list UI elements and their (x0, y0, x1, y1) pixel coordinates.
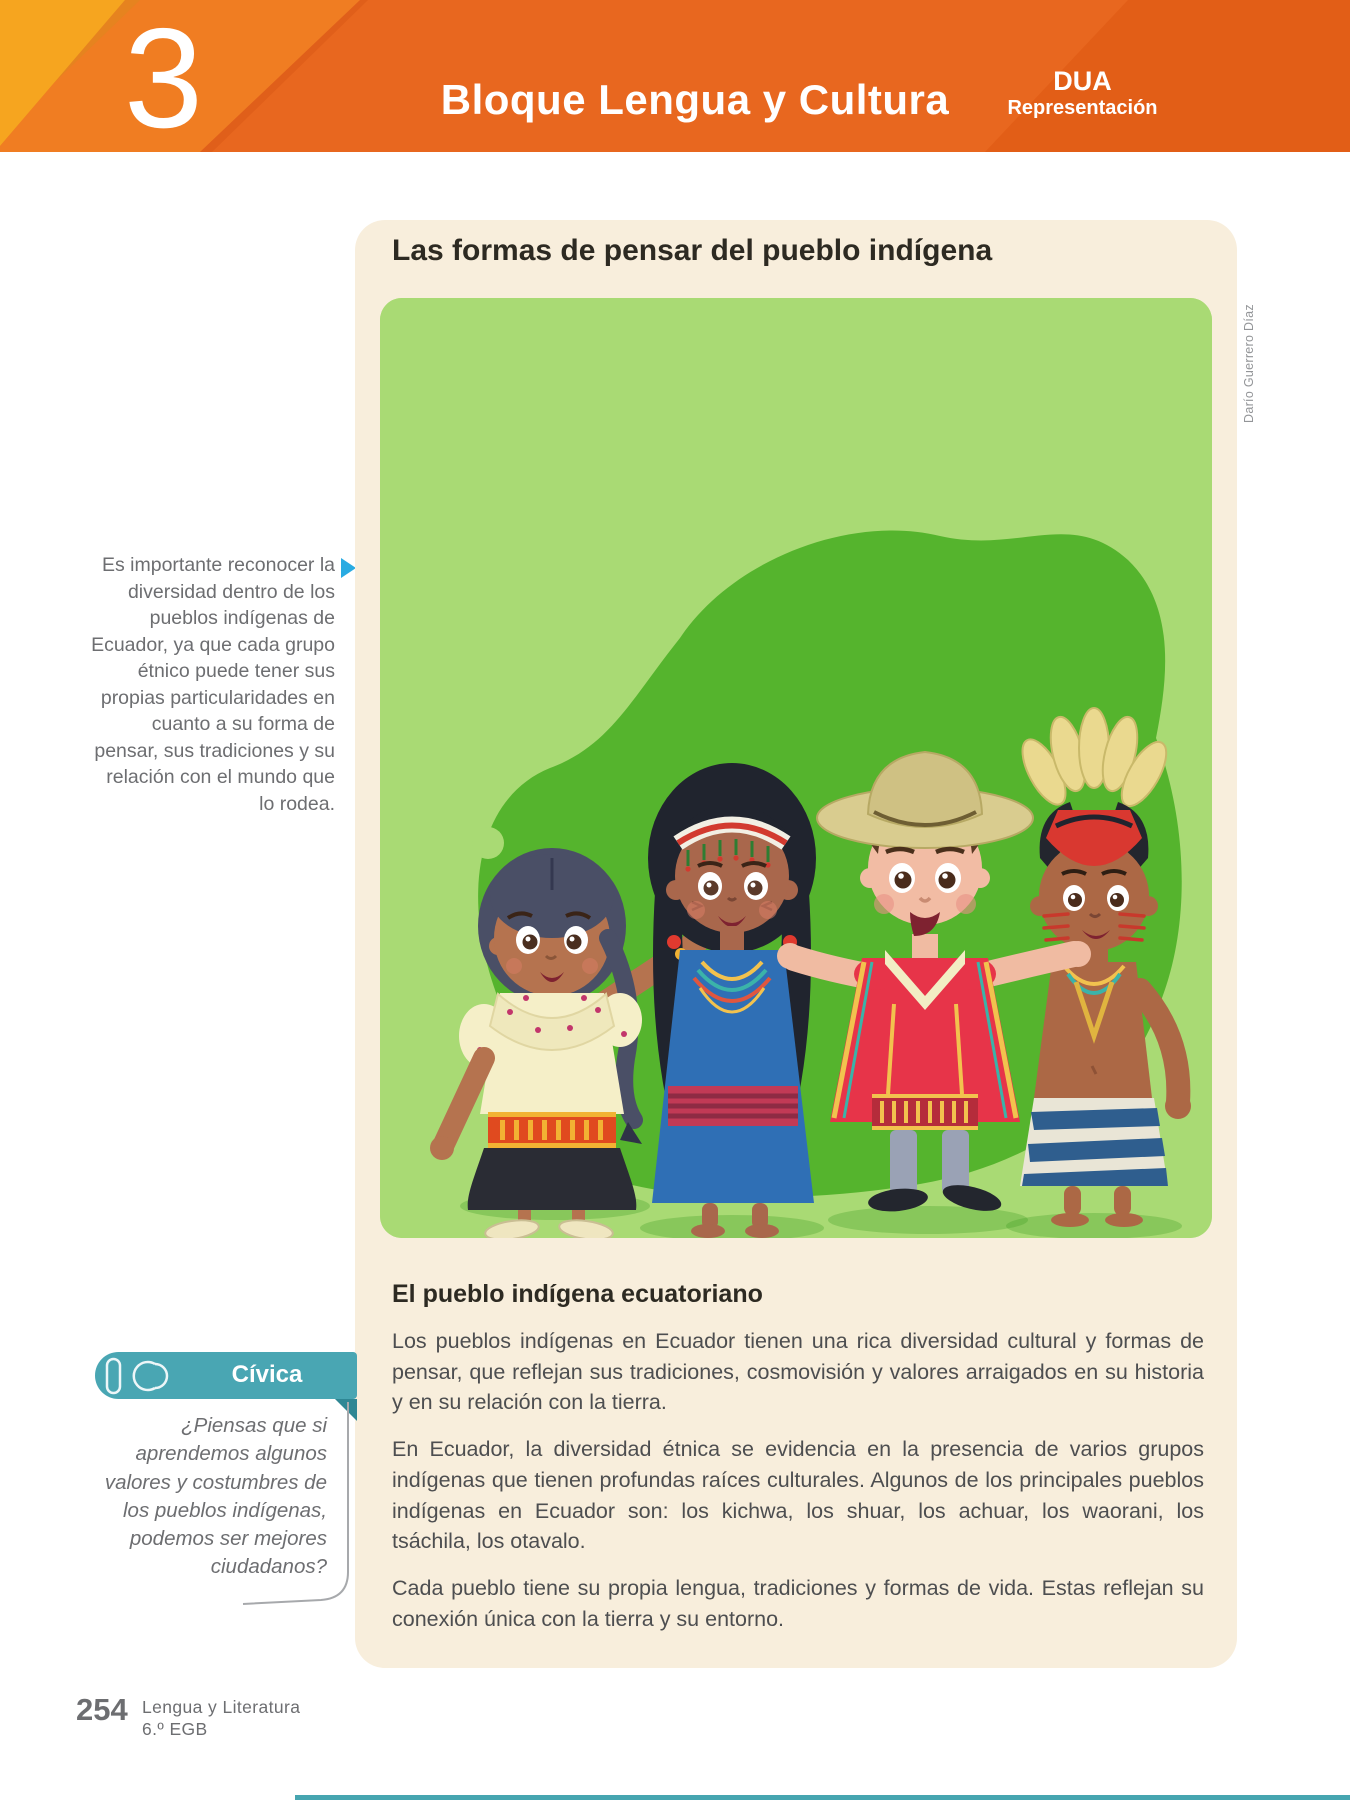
child-girl-blue-dress (648, 763, 816, 1238)
civica-bracket-line (95, 1400, 360, 1615)
illustration-graphic (380, 298, 1212, 1238)
footer-book-info (142, 1697, 300, 1741)
page-number: 254 (76, 1692, 128, 1727)
footer-accent-bar (295, 1795, 1350, 1800)
footer-grade: 6.º EGB (142, 1718, 208, 1739)
subheading: El pueblo indígena ecuatoriano (392, 1280, 763, 1308)
civica-banner (95, 1352, 357, 1399)
paragraph-3: Cada pueblo tiene su propia lengua, tradiciones y formas de vida. Estas reflejan su conexión única con la tierra y su entorno. (392, 1576, 1204, 1631)
dua-label: DUA (1053, 66, 1112, 96)
paragraph-2: En Ecuador, la diversidad étnica se evidencia en la presencia de varios grupos indígenas que tienen profundas raíces culturales. Algunos de los principales pueblos indígenas en Ecuador son: los kichwa, los shuar, los achuar, los waorani, los tsáchila, los otavalo. (392, 1437, 1204, 1554)
margin-note: Es importante reconocer la diversidad dentro de los pueblos indígenas de Ecuador, ya que cada grupo étnico puede tener sus propias particularidades en cuanto a su forma de pensar, sus tradiciones y su relación con el mundo que lo rodea. (91, 554, 335, 815)
dua-sublabel: Representación (1007, 97, 1158, 119)
unit-header (0, 0, 1350, 158)
footer-book-title: Lengua y Literatura (142, 1697, 301, 1717)
body-text (392, 1326, 1204, 1651)
unit-number: 3 (124, 0, 203, 158)
civica-question: ¿Piensas que si aprendemos algunos valores y costumbres de los pueblos indígenas, podemos ser mejores ciudadanos? (104, 1414, 327, 1579)
civica-logo-icon (103, 1356, 175, 1396)
dua-badge (995, 66, 1170, 120)
paragraph-1: Los pueblos indígenas en Ecuador tienen una rica diversidad cultural y formas de pensar, que reflejan sus tradiciones, cosmovisión y valores arraigados en su historia y en su relación con la tierra. (392, 1329, 1204, 1415)
illustration-credit: Darío Guerrero Díaz (1242, 304, 1256, 423)
civica-label: Cívica (231, 1361, 303, 1388)
indigenous-children-illustration (380, 298, 1212, 1238)
header-title: Bloque Lengua y Cultura (440, 76, 950, 123)
section-title: Las formas de pensar del pueblo indígena (392, 234, 993, 267)
note-arrow-icon (341, 558, 356, 578)
